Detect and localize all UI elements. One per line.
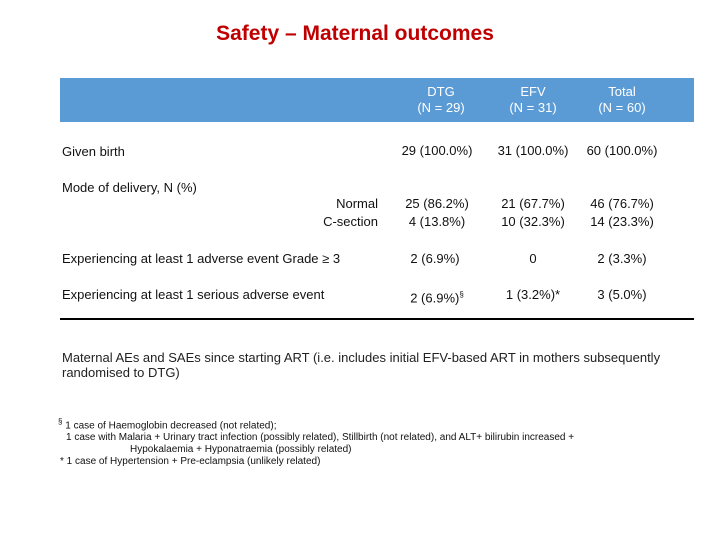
row-label-given-birth: Given birth	[62, 144, 125, 159]
footnote-line-4: * 1 case of Hypertension + Pre-eclampsia (unlikely related)	[60, 456, 321, 468]
cell-given-birth-total: 60 (100.0%)	[586, 143, 658, 158]
table-note: Maternal AEs and SAEs since starting ART (i.e. includes initial EFV-based ART in mothers subsequently randomised to DTG)	[62, 350, 661, 380]
cell-normal-efv: 21 (67.7%)	[501, 196, 565, 211]
cell-given-birth-dtg: 29 (100.0%)	[401, 143, 473, 158]
header-col-total	[576, 84, 668, 116]
cell-ae-grade3-total: 2 (3.3%)	[597, 251, 647, 266]
header-col-efv	[487, 84, 579, 116]
header-col-efv-name: EFV	[520, 84, 546, 99]
cell-csection-total: 14 (23.3%)	[590, 214, 654, 229]
cell-sae-dtg-value: 2 (6.9%)	[410, 290, 460, 306]
cell-sae-dtg	[391, 286, 483, 307]
cell-normal-total: 46 (76.7%)	[590, 196, 654, 211]
row-label-sae: Experiencing at least 1 serious adverse event	[62, 287, 325, 302]
cell-ae-grade3-dtg: 2 (6.9%)	[410, 251, 460, 266]
header-col-dtg-n: (N = 29)	[417, 100, 465, 115]
cell-csection-efv: 10 (32.3%)	[501, 214, 565, 229]
header-col-dtg-name: DTG	[427, 84, 455, 99]
row-label-mode-of-delivery: Mode of delivery, N (%)	[62, 180, 197, 195]
row-label-normal: Normal	[336, 196, 378, 211]
footnote-line-3: Hypokalaemia + Hyponatraemia (possibly related)	[130, 444, 352, 456]
footnote-line-1	[58, 416, 698, 432]
row-label-csection: C-section	[323, 214, 378, 229]
footnote-mark: §	[58, 417, 63, 426]
footnote-line-2: 1 case with Malaria + Urinary tract infection (possibly related), Stillbirth (not related), and ALT+ bilirubin increased +	[66, 432, 575, 444]
cell-ae-grade3-efv: 0	[529, 251, 537, 266]
cell-csection-dtg: 4 (13.8%)	[408, 214, 466, 229]
cell-sae-dtg-footnote-mark: §	[459, 290, 464, 299]
cell-given-birth-efv: 31 (100.0%)	[497, 143, 569, 158]
cell-sae-total: 3 (5.0%)	[597, 287, 647, 302]
cell-normal-dtg: 25 (86.2%)	[405, 196, 469, 211]
header-col-efv-n: (N = 31)	[509, 100, 557, 115]
table-bottom-rule	[60, 318, 694, 320]
cell-sae-efv: 1 (3.2%)*	[505, 287, 561, 302]
header-col-dtg	[395, 84, 487, 116]
footnotes	[58, 416, 698, 468]
slide-title: Safety – Maternal outcomes	[216, 22, 494, 45]
header-col-total-n: (N = 60)	[598, 100, 646, 115]
header-col-total-name: Total	[608, 84, 636, 99]
row-label-ae-grade3: Experiencing at least 1 adverse event Grade ≥ 3	[62, 251, 341, 266]
footnote-line-1-text: 1 case of Haemoglobin decreased (not related);	[62, 420, 277, 432]
